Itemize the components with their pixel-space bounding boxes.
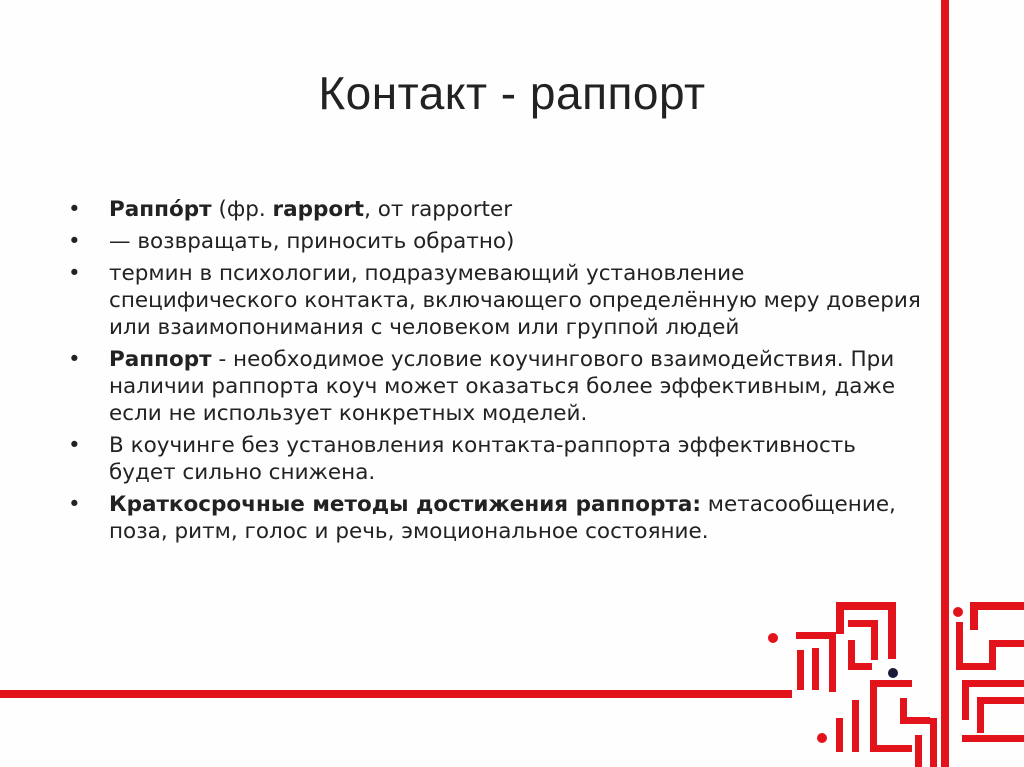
bullet-text: термин в психологии, подразумевающий установление специфического контакта, включающего определённую меру доверия или взаимопонимания с человеком или группой людей xyxy=(109,261,921,340)
bullet-text: (фр. xyxy=(211,197,273,222)
methods-heading: Краткосрочные методы достижения раппорта: xyxy=(109,492,701,517)
navy-dot xyxy=(888,668,898,678)
term-rapport: Раппо́рт xyxy=(109,197,212,222)
red-dot xyxy=(953,607,963,617)
bullet-marker: • xyxy=(68,433,81,458)
bullet-text-2: , от rapporter xyxy=(364,197,513,222)
term-rapport-french: rapport xyxy=(272,197,365,222)
term-rapport-bold: Раппорт xyxy=(109,347,212,372)
bullet-text: - необходимое условие коучингового взаимодействия. При наличии раппорта коуч может оказаться более эффективным, даже если не использует конкретных моделей. xyxy=(109,347,896,426)
vertical-frame-line xyxy=(941,0,949,767)
slide-title: Контакт - раппорт xyxy=(318,67,706,119)
red-dot xyxy=(817,733,827,743)
bullet-text: В коучинге без установления контакта-раппорта эффективность будет сильно снижена. xyxy=(109,433,856,485)
bullet-marker: • xyxy=(68,492,81,517)
geometric-pattern xyxy=(768,602,1024,767)
red-dot xyxy=(768,633,778,643)
bullet-marker: • xyxy=(68,197,81,222)
bullet-marker: • xyxy=(68,347,81,372)
bullet-marker: • xyxy=(68,261,81,286)
bullet-text: метасообщение, поза, ритм, голос и речь, эмоциональное состояние. xyxy=(109,492,896,544)
bullet-text: — возвращать, приносить обратно) xyxy=(109,229,515,254)
horizontal-frame-line xyxy=(0,690,792,698)
bullet-marker: • xyxy=(68,229,81,254)
